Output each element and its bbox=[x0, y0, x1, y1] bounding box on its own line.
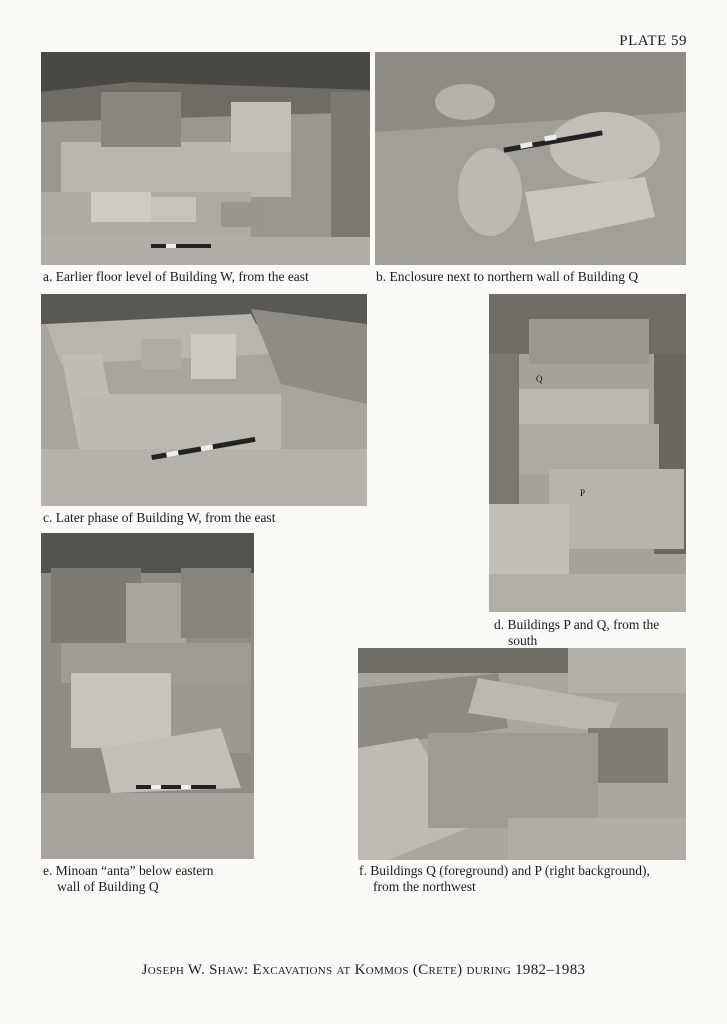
photo-d bbox=[489, 294, 686, 612]
mark-q: Q bbox=[536, 374, 543, 384]
caption-b: b. Enclosure next to northern wall of Building Q bbox=[376, 269, 639, 284]
caption-d-line2: south bbox=[508, 633, 538, 648]
caption-c: c. Later phase of Building W, from the east bbox=[43, 510, 276, 525]
photo-b bbox=[375, 52, 686, 265]
photo-a bbox=[41, 52, 370, 265]
caption-d bbox=[494, 617, 659, 649]
page-footer: Joseph W. Shaw: Excavations at Kommos (Crete) during 1982–1983 bbox=[141, 962, 586, 978]
plate-label: PLATE 59 bbox=[619, 33, 687, 49]
mark-p: P bbox=[580, 488, 586, 498]
photo-f bbox=[358, 648, 686, 860]
photo-e bbox=[41, 533, 254, 859]
photo-c bbox=[41, 294, 367, 506]
caption-e-line2: wall of Building Q bbox=[57, 879, 159, 894]
caption-f-line2: from the northwest bbox=[373, 879, 476, 894]
caption-e-line1: e. Minoan “anta” below eastern bbox=[43, 863, 214, 878]
caption-f-line1: f. Buildings Q (foreground) and P (right background), bbox=[359, 863, 650, 878]
caption-a: a. Earlier floor level of Building W, from the east bbox=[43, 269, 309, 284]
caption-d-line1: d. Buildings P and Q, from the bbox=[494, 617, 660, 632]
caption-f bbox=[359, 863, 650, 895]
caption-e bbox=[43, 863, 214, 895]
